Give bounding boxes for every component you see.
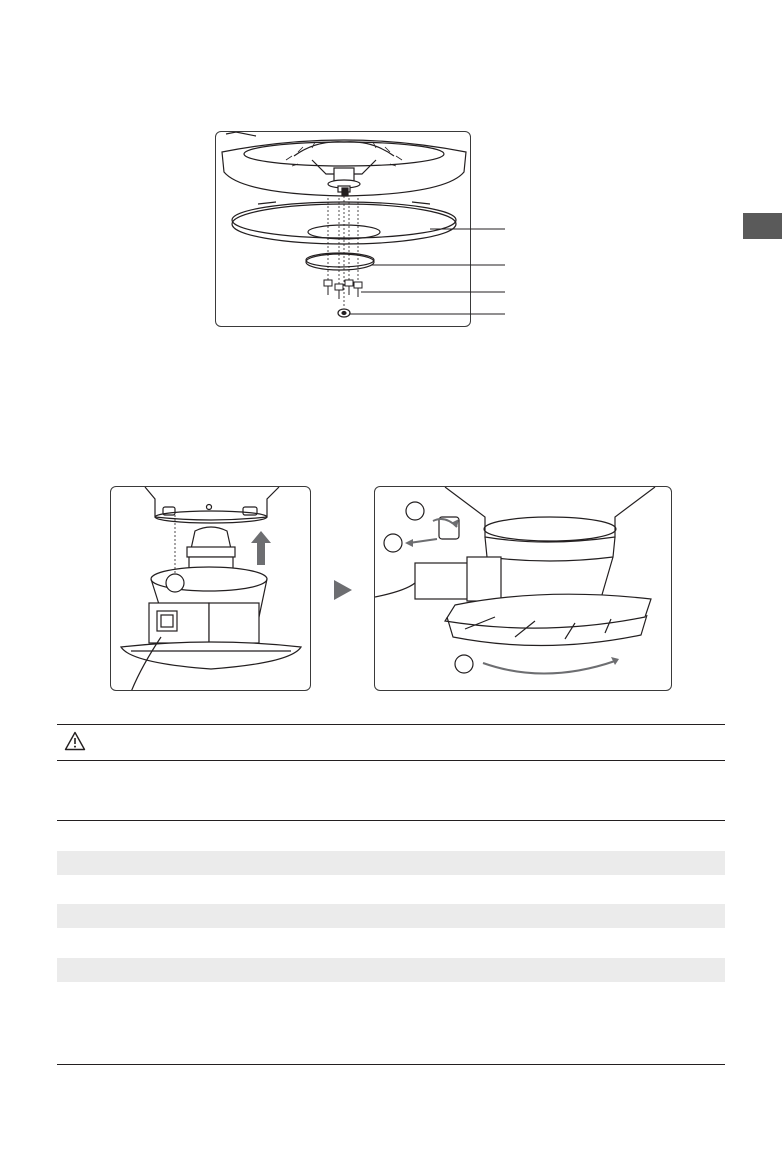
table-row-shaded [57, 904, 725, 928]
table-top-rule [57, 820, 725, 821]
spreader-lift-illustration [111, 487, 311, 691]
exploded-view-figure [215, 131, 471, 327]
notice-top-rule [57, 724, 725, 725]
language-side-tab [743, 213, 782, 239]
table-row-shaded [57, 958, 725, 982]
table-bottom-rule [57, 1064, 725, 1065]
spreader-lift-figure [110, 486, 311, 691]
spreader-rotate-figure [374, 486, 672, 691]
notice-divider [57, 760, 725, 761]
exploded-view-illustration [216, 132, 471, 327]
spreader-rotate-illustration [375, 487, 672, 691]
table-row-shaded [57, 851, 725, 875]
warning-triangle-icon [64, 731, 86, 751]
play-arrow-icon [334, 580, 352, 600]
